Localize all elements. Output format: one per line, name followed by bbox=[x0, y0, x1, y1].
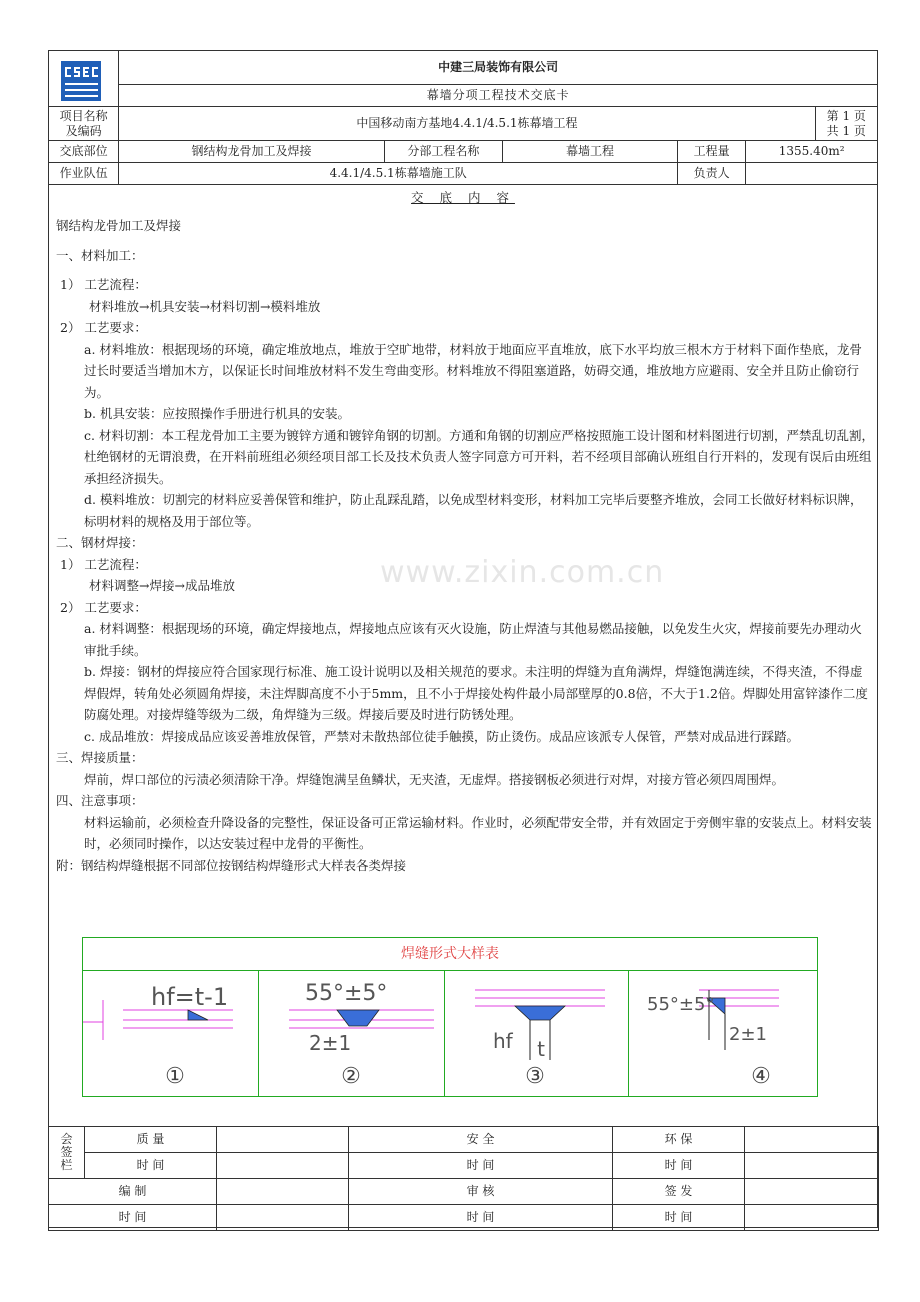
env-time-label: 时 间 bbox=[613, 1153, 745, 1179]
quantity-label: 工程量 bbox=[677, 141, 745, 163]
weld-angle-label-4: 55°±5° bbox=[647, 994, 715, 1015]
compile-label: 编 制 bbox=[49, 1179, 217, 1205]
env-time bbox=[745, 1153, 879, 1179]
body-paragraph: d. 模料堆放：切割完的材料应妥善保管和维护，防止乱踩乱踏，以免成型材料变形，材料加工完毕后要整齐堆放，会同工长做好材料标识牌，标明材料的规格及用于部位等。 bbox=[84, 492, 863, 529]
weld-cell-3 bbox=[445, 970, 629, 1096]
body-paragraph: 附：钢结构焊缝根据不同部位按钢结构焊缝形式大样表各类焊接 bbox=[56, 857, 407, 873]
issue-time bbox=[745, 1205, 879, 1231]
weld-cell-1 bbox=[83, 970, 259, 1096]
safety-time-label: 时 间 bbox=[349, 1153, 613, 1179]
part-value: 钢结构龙骨加工及焊接 bbox=[119, 141, 384, 163]
header-table bbox=[48, 50, 878, 185]
quality-label: 质 量 bbox=[85, 1127, 217, 1153]
logo-cell bbox=[49, 51, 119, 107]
body-paragraph: b. 机具安装：应按照操作手册进行机具的安装。 bbox=[84, 406, 350, 421]
env-label: 环 保 bbox=[613, 1127, 745, 1153]
quantity-value: 1355.40m² bbox=[746, 141, 878, 163]
quality-time-label: 时 间 bbox=[85, 1153, 217, 1179]
body-paragraph: 三、焊接质量： bbox=[56, 750, 144, 765]
sub-project-label: 分部工程名称 bbox=[384, 141, 503, 163]
body-paragraph: 一、材料加工： bbox=[56, 247, 144, 263]
weld-angle-label-2: 55°±5° bbox=[305, 981, 388, 1006]
body-paragraph: 1） 工艺流程： bbox=[60, 556, 147, 572]
weld-number-4: ④ bbox=[751, 1064, 771, 1089]
body-paragraph: 四、注意事项： bbox=[56, 793, 144, 808]
body-paragraph: b. 焊接：钢材的焊接应符合国家现行标准、施工设计说明以及相关规范的要求。未注明的焊缝为直角满焊，焊缝饱满连续，不得夹渣，不得虚焊假焊，转角处必须圆角焊接，未注焊脚高度不小于5mm，且不小于焊接处构件最小局部壁厚的0.8倍，不大于1.2倍。焊脚处用富锌漆作二度防腐处理。对接焊缝等级为二级，角焊缝为三级。焊接后要及时进行防锈处理。 bbox=[84, 664, 868, 722]
owner-value bbox=[746, 163, 878, 185]
body-paragraph: 2） 工艺要求： bbox=[60, 599, 147, 615]
document-subtitle: 幕墙分项工程技术交底卡 bbox=[119, 85, 878, 107]
review-time-label: 时 间 bbox=[349, 1205, 613, 1231]
watermark: www.zixin.com.cn bbox=[380, 555, 665, 590]
weld-number-2: ② bbox=[341, 1064, 361, 1089]
body-paragraph: 二、钢材焊接： bbox=[56, 535, 144, 550]
issue-sign bbox=[745, 1179, 879, 1205]
body-paragraph: 材料调整→焊接→成品堆放 bbox=[89, 578, 235, 593]
weld-gap-label-4: 2±1 bbox=[729, 1024, 767, 1045]
issue-time-label: 时 间 bbox=[613, 1205, 745, 1231]
weld-t-label-3: t bbox=[537, 1037, 545, 1061]
weld-detail-table bbox=[82, 937, 818, 1097]
body-paragraph: 焊前，焊口部位的污渍必须清除干净。焊缝饱满呈鱼鳞状，无夹渣，无虚焊。搭接钢板必须进行对焊，对接方管必须四周围焊。 bbox=[84, 771, 785, 787]
team-value: 4.4.1/4.5.1栋幕墙施工队 bbox=[119, 163, 678, 185]
body-paragraph: 1） 工艺流程： bbox=[60, 277, 147, 292]
company-name: 中建三局装饰有限公司 bbox=[119, 51, 878, 85]
sub-project-value: 幕墙工程 bbox=[503, 141, 678, 163]
weld-cell-2 bbox=[259, 970, 445, 1096]
body-paragraph: a. 材料调整：根据现场的环境，确定焊接地点，焊接地点应该有灭火设施，防止焊渣与其他易燃品接触，以免发生火灾，焊接前要先办理动火审批手续。 bbox=[84, 621, 862, 658]
compile-sign bbox=[217, 1179, 349, 1205]
quality-time bbox=[217, 1153, 349, 1179]
body-paragraph: 材料运输前，必须检查升降设备的完整性，保证设备可正常运输材料。作业时，必须配带安全带，并有效固定于旁侧牢靠的安装点上。材料安装时，必须同时操作，以达安装过程中龙骨的平衡性。 bbox=[84, 814, 872, 851]
project-label: 项目名称 及编码 bbox=[49, 107, 119, 141]
safety-label: 安 全 bbox=[349, 1127, 613, 1153]
body-paragraph: c. 成品堆放：焊接成品应该妥善堆放保管，严禁对未散热部位徒手触摸，防止烫伤。成品应该派专人保管，严禁对成品进行踩踏。 bbox=[84, 728, 799, 744]
weld-number-1: ① bbox=[165, 1064, 185, 1089]
body-paragraph: 2） 工艺要求： bbox=[60, 320, 147, 335]
env-sign bbox=[745, 1127, 879, 1153]
weld-table-title: 焊缝形式大样表 bbox=[83, 938, 817, 971]
content-title: 交 底 内 容 bbox=[411, 190, 515, 205]
part-label: 交底部位 bbox=[49, 141, 119, 163]
signoff-label: 会 签 栏 bbox=[49, 1127, 85, 1179]
team-label: 作业队伍 bbox=[49, 163, 119, 185]
weld-gap-label-2: 2±1 bbox=[309, 1031, 352, 1055]
issue-label: 签 发 bbox=[613, 1179, 745, 1205]
body-paragraph: 材料堆放→机具安装→材料切割→模料堆放 bbox=[89, 298, 321, 314]
weld-dim-label-1: hf=t-1 bbox=[151, 983, 229, 1011]
review-label: 审 核 bbox=[349, 1179, 613, 1205]
weld-cell-4 bbox=[629, 970, 817, 1096]
body-paragraph: a. 材料堆放：根据现场的环境，确定堆放地点，堆放于空旷地带，材料放于地面应平直堆放，底下水平均放三根木方于材料下面作垫底，龙骨过长时要适当增加木方，以保证长时间堆放材料不发生弯曲变形。材料堆放不得阻塞道路，妨碍交通，堆放地方应避雨、安全并且防止偷窃行为。 bbox=[84, 341, 862, 400]
compile-time bbox=[217, 1205, 349, 1231]
compile-time-label: 时 间 bbox=[49, 1205, 217, 1231]
owner-label: 负责人 bbox=[677, 163, 745, 185]
weld-hf-label-3: hf bbox=[493, 1029, 513, 1053]
project-name: 中国移动南方基地4.4.1/4.5.1栋幕墙工程 bbox=[119, 107, 815, 141]
signoff-table bbox=[48, 1126, 879, 1231]
content-body bbox=[56, 215, 874, 876]
quality-sign bbox=[217, 1127, 349, 1153]
body-paragraph: 钢结构龙骨加工及焊接 bbox=[56, 218, 182, 233]
weld-number-3: ③ bbox=[525, 1064, 545, 1089]
body-paragraph: c. 材料切割：本工程龙骨加工主要为镀锌方通和镀锌角钢的切割。方通和角钢的切割应严格按照施工设计图和材料图进行切割，严禁乱切乱割，杜绝钢材的无谓浪费，在开料前班组必须经项目部工长及技术负责人签字同意方可开料，若不经项目部确认班组自行开料的，发现有误后由班组承担经济损失。 bbox=[84, 427, 874, 486]
page-info: 第 1 页 共 1 页 bbox=[815, 107, 877, 141]
